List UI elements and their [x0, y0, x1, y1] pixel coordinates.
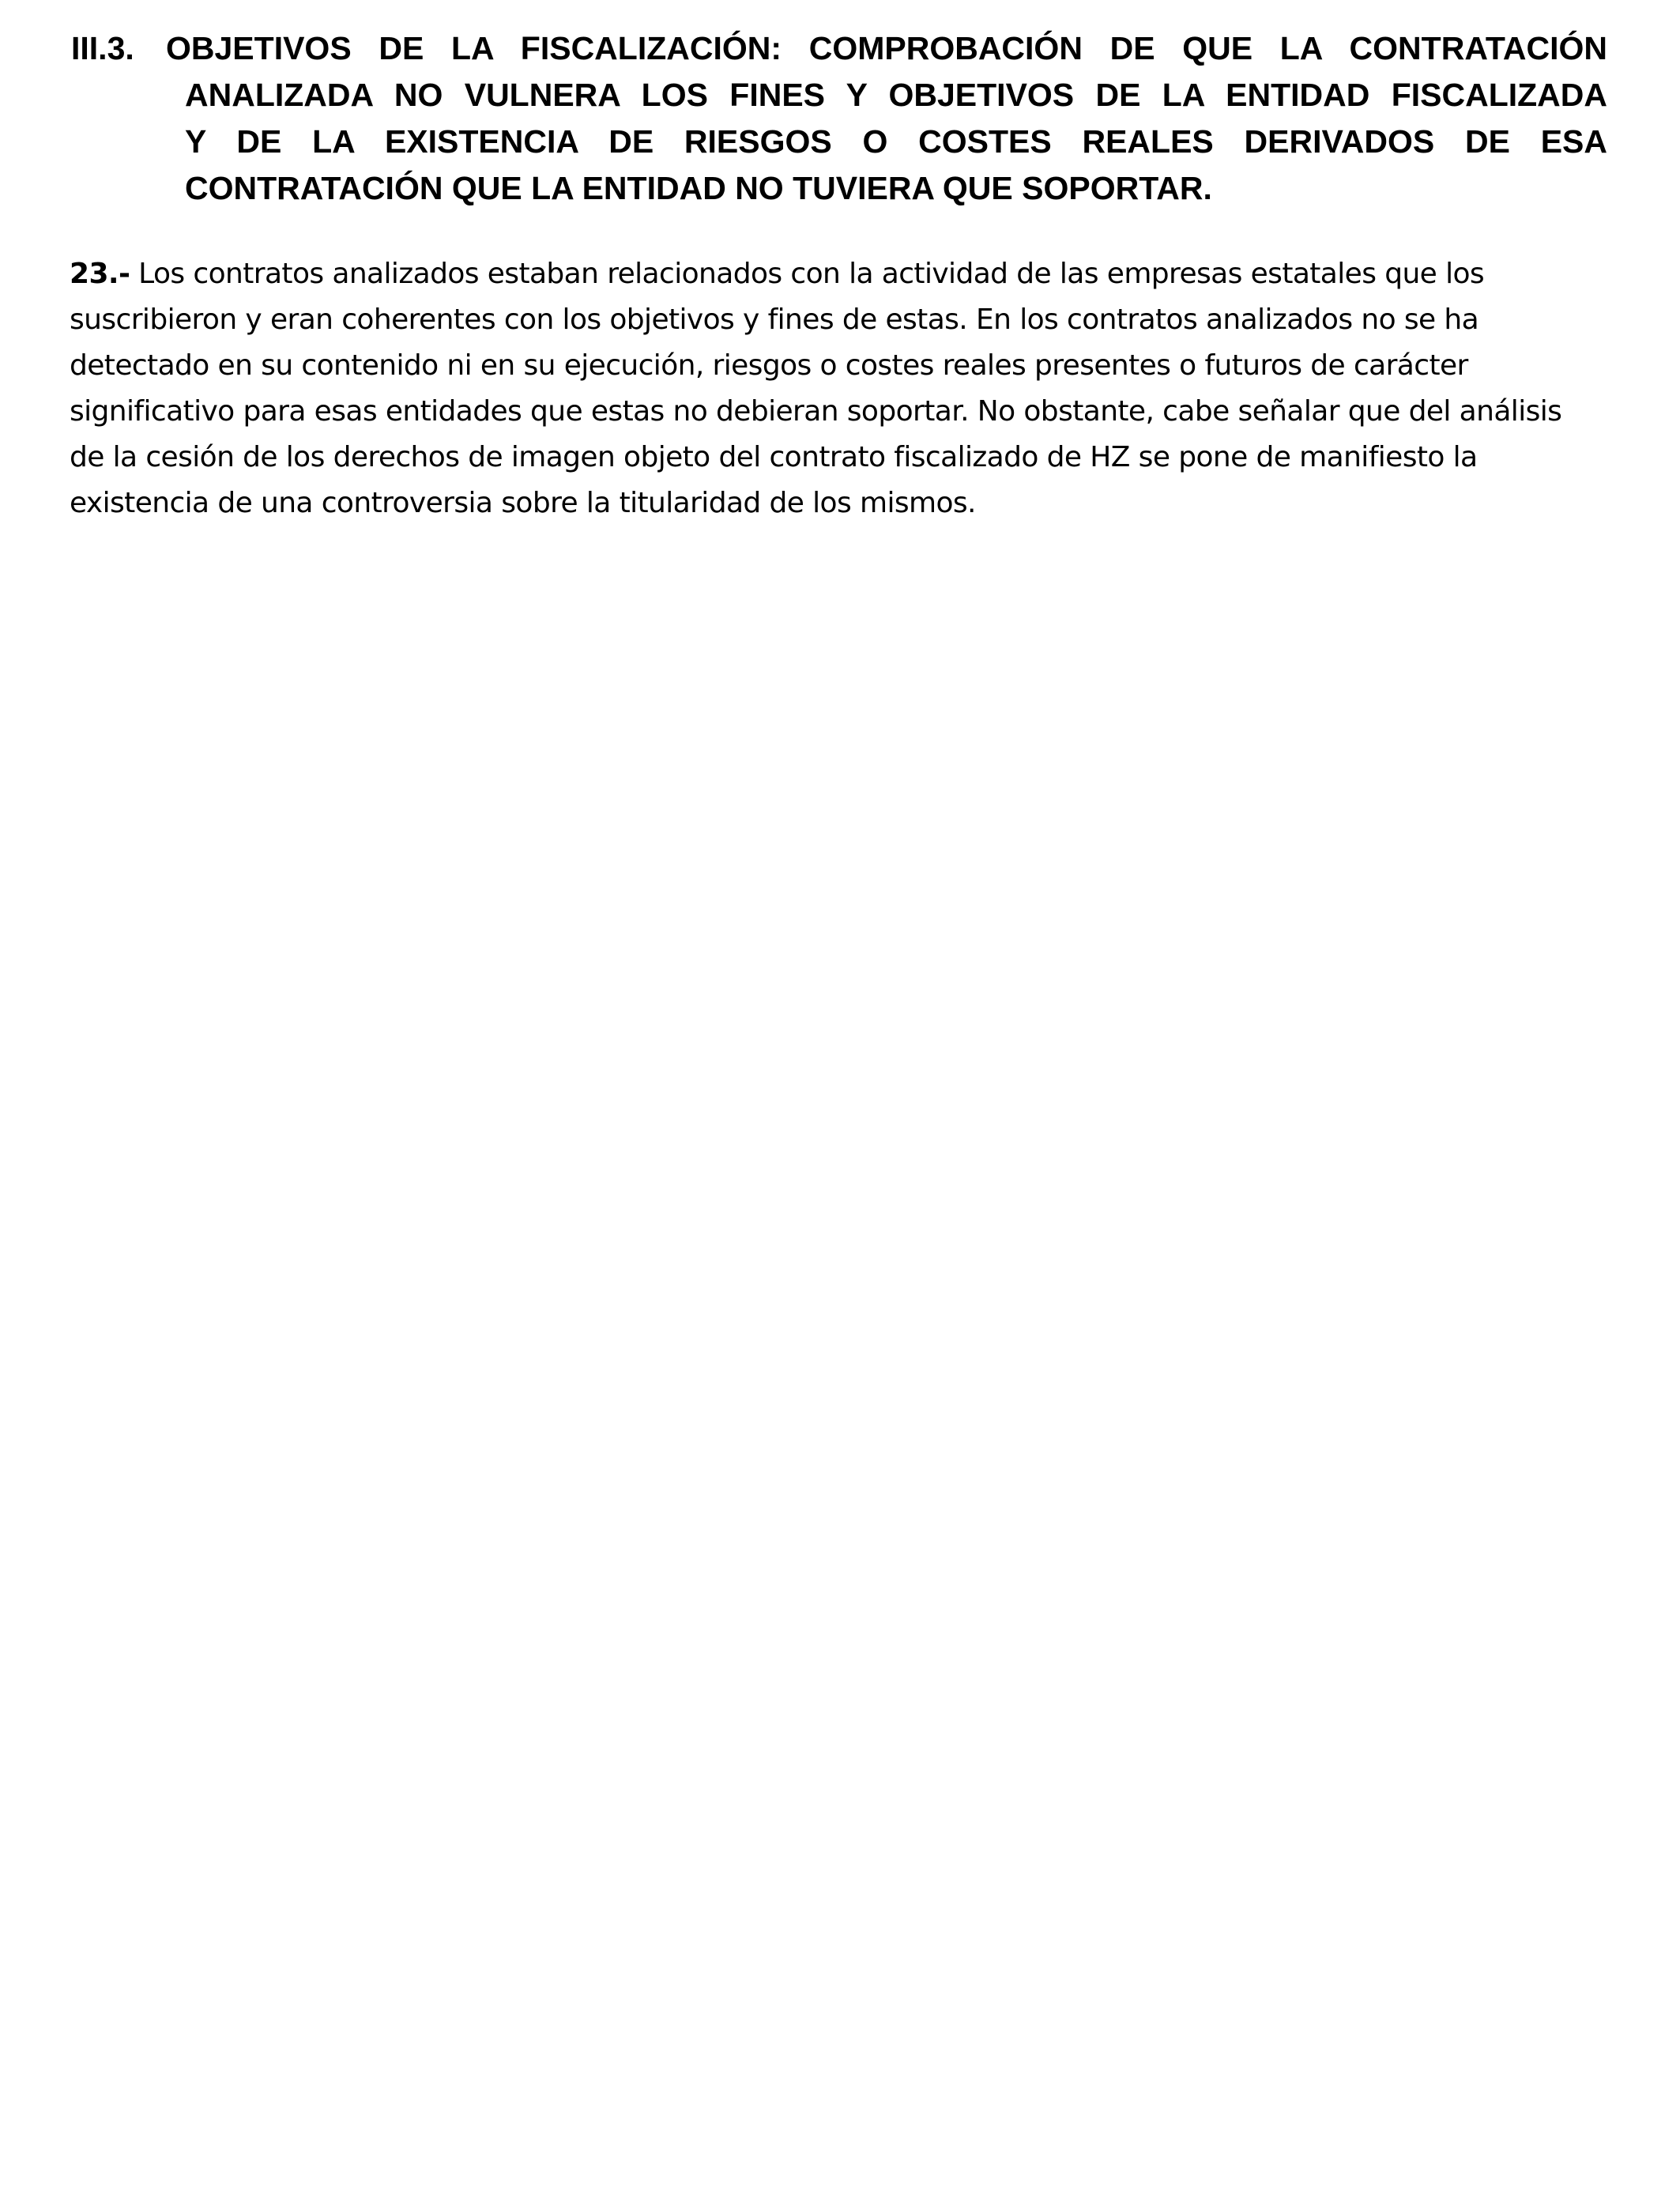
paragraph-line: significativo para esas entidades que estas no debieran soportar. No obstante, cabe señalar que del análisis	[70, 395, 1562, 428]
paragraph-line: detectado en su contenido ni en su ejecución, riesgos o costes reales presentes o futuros de carácter	[70, 349, 1468, 382]
section-heading-line-1	[71, 25, 1607, 72]
section-title-line: CONTRATACIÓN QUE LA ENTIDAD NO TUVIERA QUE SOPORTAR.	[185, 170, 1212, 206]
body-paragraph	[70, 251, 1610, 526]
paragraph-text: Los contratos analizados estaban relacionados con la actividad de las empresas estatales que los	[130, 258, 1485, 290]
section-number: III.3.	[71, 30, 134, 66]
paragraph-line: existencia de una controversia sobre la titularidad de los mismos.	[70, 487, 976, 519]
paragraph-line: de la cesión de los derechos de imagen objeto del contrato fiscalizado de HZ se pone de manifiesto la	[70, 441, 1478, 473]
section-title-line: Y DE LA EXISTENCIA DE RIESGOS O COSTES REALES DERIVADOS DE ESA	[185, 123, 1607, 160]
section-title-line: OBJETIVOS DE LA FISCALIZACIÓN: COMPROBACIÓN DE QUE LA CONTRATACIÓN	[166, 30, 1607, 66]
paragraph-number: 23.-	[70, 258, 130, 290]
section-title-line: ANALIZADA NO VULNERA LOS FINES Y OBJETIVOS DE LA ENTIDAD FISCALIZADA	[185, 77, 1607, 113]
section-heading	[71, 25, 1607, 212]
paragraph-line	[70, 251, 1610, 297]
paragraph-line: suscribieron y eran coherentes con los objetivos y fines de estas. En los contratos analizados no se ha	[70, 303, 1479, 336]
